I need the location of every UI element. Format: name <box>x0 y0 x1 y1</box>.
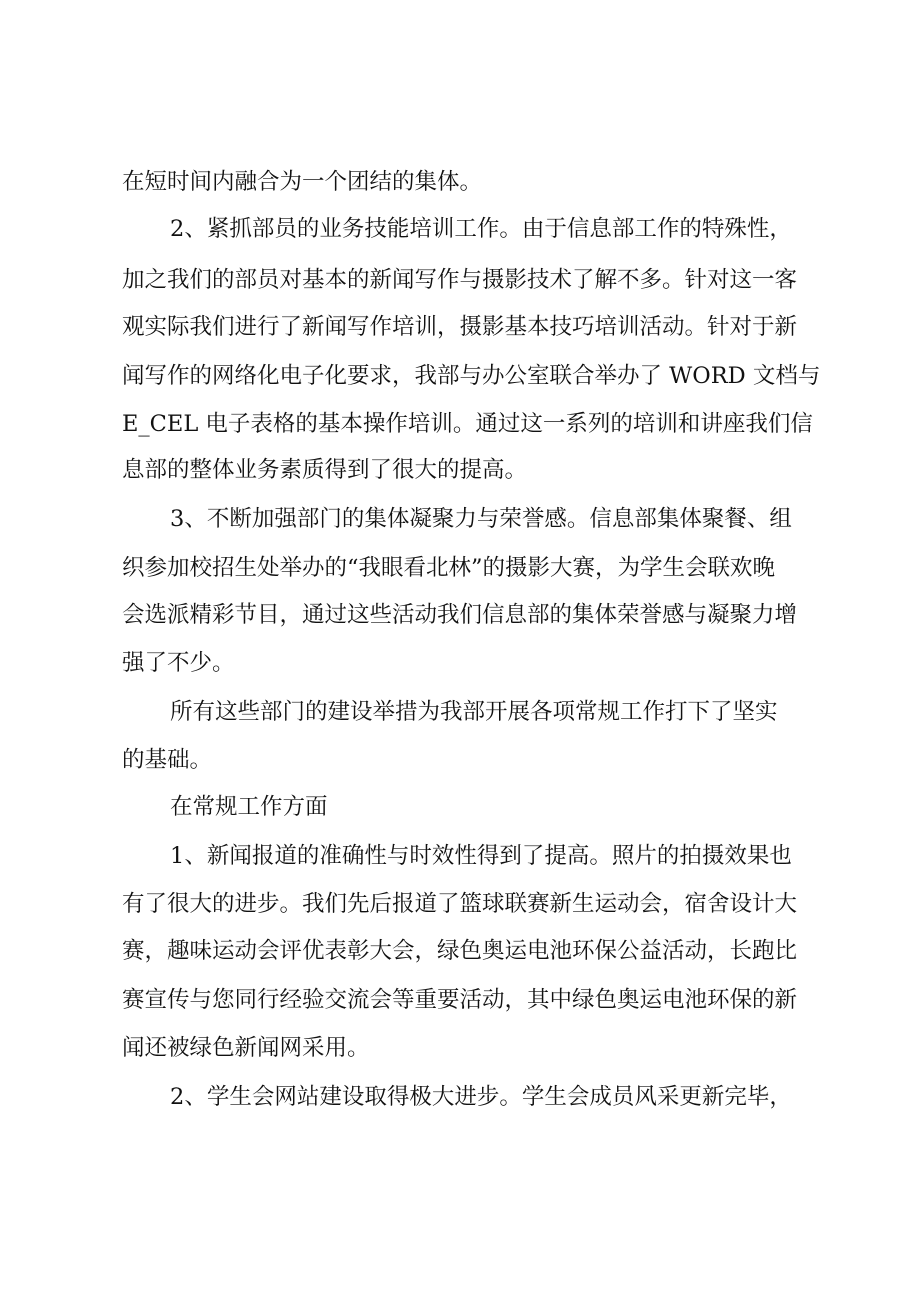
text-line: 息部的整体业务素质得到了很大的提高。 <box>122 457 528 483</box>
text-line: 织参加校招生处举办的“我眼看北林”的摄影大赛，为学生会联欢晚 <box>122 555 776 581</box>
text-line: 2、紧抓部员的业务技能培训工作。由于信息部工作的特殊性， <box>170 216 792 242</box>
text-line: 观实际我们进行了新闻写作培训，摄影基本技巧培训活动。针对于新 <box>122 314 798 340</box>
text-line: 在短时间内融合为一个团结的集体。 <box>122 169 483 195</box>
text-line: 强了不少。 <box>122 650 235 676</box>
text-line: 闻写作的网络化电子化要求，我部与办公室联合举办了 WORD 文档与 <box>122 363 821 389</box>
text-line: 3、不断加强部门的集体凝聚力与荣誉感。信息部集体聚餐、组 <box>170 506 792 532</box>
text-line: 加之我们的部员对基本的新闻写作与摄影技术了解不多。针对这一客 <box>122 267 798 293</box>
text-line: E_CEL 电子表格的基本操作培训。通过这一系列的培训和讲座我们信 <box>122 411 813 437</box>
text-line: 赛，趣味运动会评优表彰大会，绿色奥运电池环保公益活动，长跑比 <box>122 938 798 964</box>
text-line: 的基础。 <box>122 747 213 773</box>
text-line: 有了很大的进步。我们先后报道了篮球联赛新生运动会，宿舍设计大 <box>122 891 798 917</box>
text-line: 闻还被绿色新闻网采用。 <box>122 1035 370 1061</box>
text-line: 1、新闻报道的准确性与时效性得到了提高。照片的拍摄效果也 <box>170 843 792 869</box>
text-line: 所有这些部门的建设举措为我部开展各项常规工作打下了坚实 <box>170 699 778 725</box>
text-line: 会选派精彩节目，通过这些活动我们信息部的集体荣誉感与凝聚力增 <box>122 602 798 628</box>
text-line: 赛宣传与您同行经验交流会等重要活动，其中绿色奥运电池环保的新 <box>122 987 798 1013</box>
text-line: 在常规工作方面 <box>170 794 328 820</box>
text-line: 2、学生会网站建设取得极大进步。学生会成员风采更新完毕， <box>170 1084 792 1110</box>
